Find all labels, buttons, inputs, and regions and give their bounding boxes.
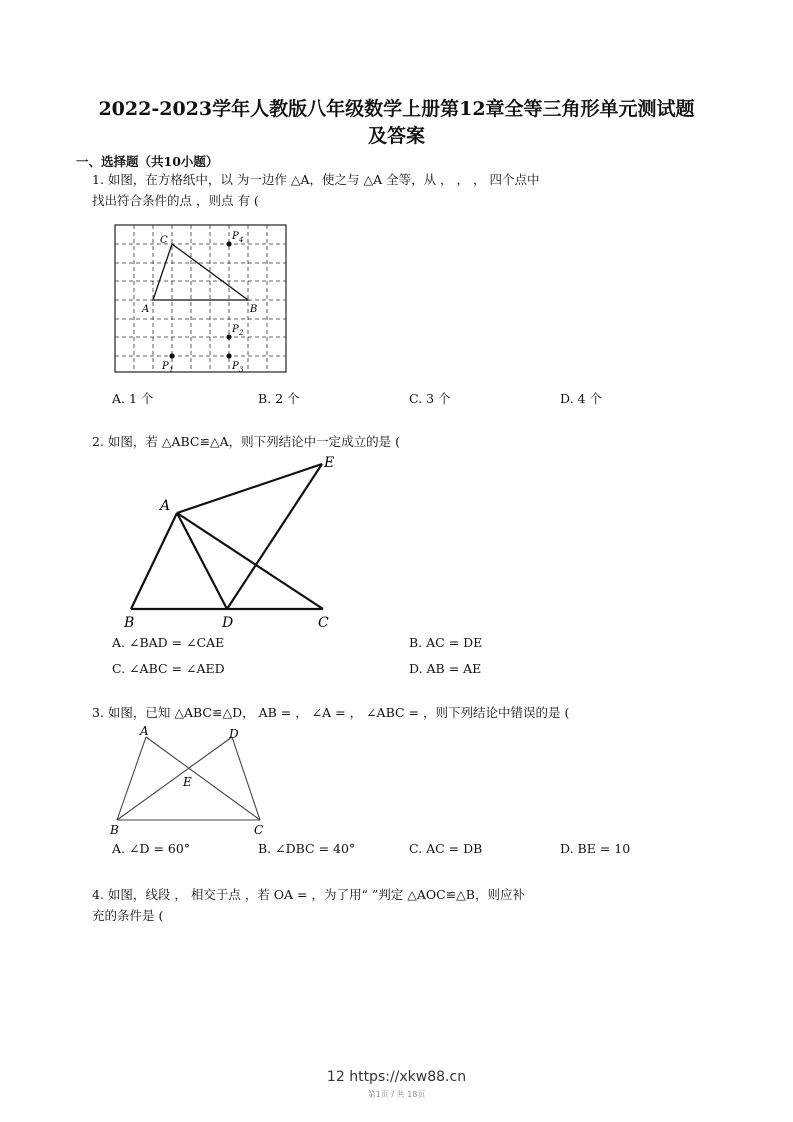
q4-stem-line1: 4. 如图，线段 ， 相交于点 ，若 OA = ，为了用“ ”判定 △AOC≌△B，则应补 — [92, 887, 525, 902]
grid-lines — [115, 225, 286, 372]
label-d: D — [229, 727, 239, 741]
label-p1-sub: 1 — [169, 366, 174, 374]
page-footer — [0, 1069, 793, 1101]
label-e: E — [324, 455, 335, 471]
label-p1: P — [162, 361, 169, 372]
q3-option-c: C. AC = DB — [409, 841, 483, 856]
q3-option-b: B. ∠DBC = 40° — [258, 841, 356, 856]
segment-ab — [117, 737, 146, 820]
q2-option-c: C. ∠ABC = ∠AED — [112, 661, 225, 676]
label-p2-sub: 2 — [239, 329, 244, 337]
q1-stem-line1: 1. 如图，在方格纸中，以 为一边作 △A，使之与 △A 全等，从 ， ， ， 四个点中 — [92, 172, 540, 187]
q1-option-d: D. 4 个 — [560, 391, 602, 406]
q3-trapezoid-figure — [108, 724, 272, 838]
segment-ac — [177, 513, 323, 609]
q1-stem-line2: 找出符合条件的点 ，则点 有 ( — [92, 193, 259, 208]
label-b: B — [110, 823, 119, 837]
label-e: E — [183, 775, 192, 789]
label-d: D — [222, 615, 234, 631]
label-a: A — [140, 724, 149, 738]
label-a: A — [142, 304, 150, 315]
q2-triangle-figure — [118, 452, 340, 632]
segment-de — [227, 464, 322, 609]
q1-option-c: C. 3 个 — [409, 391, 451, 406]
triangle-abc — [153, 244, 248, 300]
point-p3 — [226, 353, 231, 358]
q2-stem: 2. 如图，若 △ABC≌△A，则下列结论中一定成立的是 ( — [92, 434, 400, 449]
q2-option-d: D. AB = AE — [409, 661, 482, 676]
segment-bd — [117, 737, 232, 820]
footer-page-number: 12 — [326, 1069, 345, 1085]
label-p4: P — [232, 231, 239, 242]
label-p3: P — [232, 361, 239, 372]
page-title-line2: 及答案 — [367, 125, 425, 147]
q4-stem-line2: 充的条件是 ( — [92, 908, 164, 923]
point-p4 — [226, 241, 231, 246]
segment-ab — [131, 513, 177, 609]
q3-option-a: A. ∠D = 60° — [112, 841, 191, 856]
label-c: C — [160, 235, 168, 246]
label-b: B — [124, 615, 135, 631]
segment-ae — [177, 464, 322, 513]
q2-option-b: B. AC = DE — [409, 635, 483, 650]
q1-option-a: A. 1 个 — [112, 391, 154, 406]
q2-option-a: A. ∠BAD = ∠CAE — [112, 635, 225, 650]
section-heading: 一、选择题（共10小题） — [76, 154, 219, 169]
footer-page-info: 第1页 / 共 18页 — [367, 1090, 426, 1099]
q3-option-d: D. BE = 10 — [560, 841, 631, 856]
label-c: C — [254, 823, 264, 837]
segment-ac — [146, 737, 260, 820]
segment-dc — [232, 737, 260, 820]
page-title: 2022-2023学年人教版八年级数学上册第12章全等三角形单元测试题 — [98, 98, 695, 120]
q1-grid-figure — [112, 222, 290, 376]
label-c: C — [318, 615, 329, 631]
label-p4-sub: 4 — [239, 236, 244, 244]
segment-ad — [177, 513, 227, 609]
q3-stem: 3. 如图，已知 △ABC≌△D， AB = ， ∠A = ， ∠ABC = ，则下列结论中错误的是 ( — [92, 705, 570, 720]
q1-option-b: B. 2 个 — [258, 391, 300, 406]
label-p2: P — [232, 324, 239, 335]
point-p2 — [226, 334, 231, 339]
point-p1 — [169, 353, 174, 358]
footer-site: https://xkw88.cn — [349, 1069, 467, 1085]
label-a: A — [160, 498, 171, 514]
label-p3-sub: 3 — [239, 366, 244, 374]
grid-border — [115, 225, 286, 372]
label-b: B — [250, 304, 258, 315]
